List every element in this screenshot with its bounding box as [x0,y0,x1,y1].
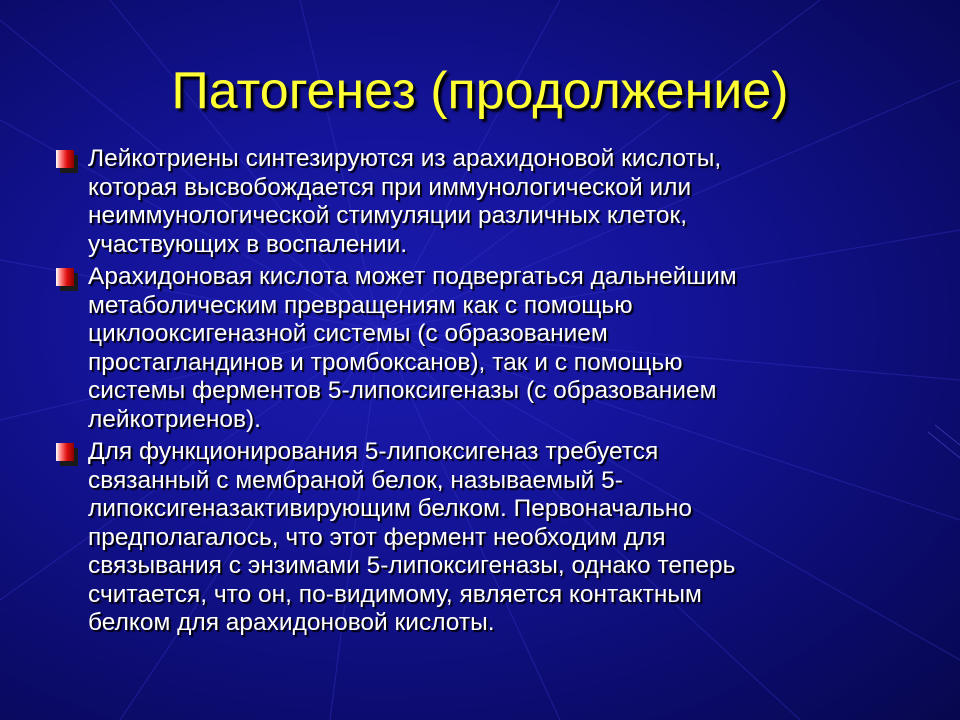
bullet-line: связанный с мембраной белок, называемый 5- [88,466,623,494]
square-bullet-icon [56,443,74,461]
square-bullet-icon [56,150,74,168]
bullet-line: белком для арахидоновой кислоты. [88,609,495,636]
bullet-line: простагландинов и тромбоксанов), так и с помощью [88,348,683,376]
bullet-line: Арахидоновая кислота может подвергаться дальнейшим [88,263,737,290]
square-bullet-icon [56,268,74,286]
bullet-line: предполагалось, что этот фермент необходим для [88,523,666,551]
bullet-item [52,438,892,638]
bullet-line: участвующих в воспалении. [88,230,408,258]
bullet-line: которая высвобождается при иммунологической или [88,173,692,201]
bullet-line: связывания с энзимами 5-липоксигеназы, однако теперь [88,552,736,579]
bullet-line: лейкотриенов). [88,405,261,433]
slide-title: Патогенез (продолжение) [171,62,789,120]
bullet-line: циклооксигеназной системы (с образованием [88,320,608,347]
bullet-line: неиммунологической стимуляции различных клеток, [88,202,688,229]
bullet-item [52,145,892,259]
bullet-line: Для функционирования 5-липоксигеназ требуется [88,438,659,465]
bullet-line: считается, что он, по-видимому, является контактным [88,580,702,608]
bullet-item [52,263,892,434]
bullet-list [52,145,892,642]
bullet-line: системы ферментов 5-липоксигеназы (с образованием [88,377,717,404]
bullet-line: Лейкотриены синтезируются из арахидоновой кислоты, [88,145,722,172]
bullet-line: метаболическим превращениям как с помощью [88,291,633,319]
bullet-line: липоксигеназактивирующим белком. Первоначально [88,495,693,522]
